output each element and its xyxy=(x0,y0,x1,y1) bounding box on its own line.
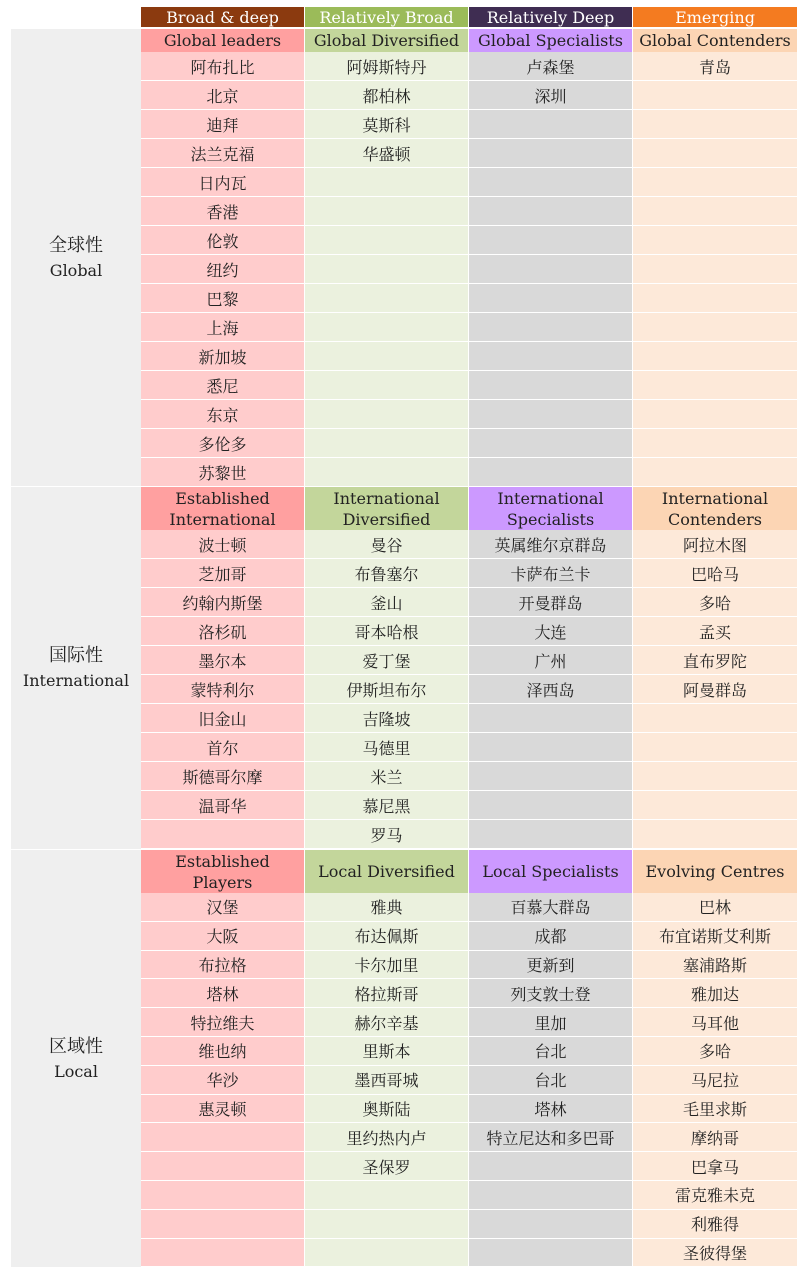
category-subheader: International Contenders xyxy=(633,487,797,530)
city-cell: 上海 xyxy=(141,313,304,342)
city-cell: 蒙特利尔 xyxy=(141,675,304,704)
empty-cell xyxy=(469,820,632,849)
city-cell: 毛里求斯 xyxy=(633,1095,797,1124)
city-cell: 东京 xyxy=(141,400,304,429)
empty-cell xyxy=(469,226,632,255)
empty-cell xyxy=(305,1239,468,1268)
city-cell: 都柏林 xyxy=(305,81,468,110)
section-label-en: International xyxy=(22,671,130,690)
city-cell: 阿布扎比 xyxy=(141,52,304,81)
city-cell: 马尼拉 xyxy=(633,1066,797,1095)
category-subheader: International Diversified xyxy=(305,487,468,530)
corner-blank xyxy=(11,7,141,27)
city-cell: 莫斯科 xyxy=(305,110,468,139)
section-label-zh: 国际性 xyxy=(49,645,103,666)
empty-cell xyxy=(305,313,468,342)
empty-cell xyxy=(305,197,468,226)
city-cell: 釜山 xyxy=(305,588,468,617)
city-cell: 华沙 xyxy=(141,1066,304,1095)
empty-cell xyxy=(469,733,632,762)
city-cell: 爱丁堡 xyxy=(305,646,468,675)
city-cell: 塞浦路斯 xyxy=(633,951,797,980)
empty-cell xyxy=(305,1210,468,1239)
city-cell: 慕尼黑 xyxy=(305,791,468,820)
city-cell: 里加 xyxy=(469,1008,632,1037)
empty-cell xyxy=(633,400,797,429)
empty-cell xyxy=(633,458,797,487)
column-header-relatively-deep: Relatively Deep xyxy=(469,7,632,27)
city-cell: 雅加达 xyxy=(633,979,797,1008)
city-cell: 北京 xyxy=(141,81,304,110)
city-cell: 成都 xyxy=(469,922,632,951)
section-label xyxy=(11,29,141,487)
empty-cell xyxy=(633,342,797,371)
city-cell: 多哈 xyxy=(633,588,797,617)
category-subheader: International Specialists xyxy=(469,487,632,530)
empty-cell xyxy=(633,762,797,791)
empty-cell xyxy=(305,342,468,371)
category-subheader: Global Diversified xyxy=(305,29,468,52)
section-divider xyxy=(11,849,797,850)
city-cell: 维也纳 xyxy=(141,1037,304,1066)
city-cell: 罗马 xyxy=(305,820,468,849)
empty-cell xyxy=(469,1210,632,1239)
city-cell: 布宜诺斯艾利斯 xyxy=(633,922,797,951)
city-cell: 日内瓦 xyxy=(141,168,304,197)
empty-cell xyxy=(469,371,632,400)
category-subheader: Global Contenders xyxy=(633,29,797,52)
empty-cell xyxy=(469,762,632,791)
empty-cell xyxy=(469,704,632,733)
city-cell: 圣彼得堡 xyxy=(633,1239,797,1268)
empty-cell xyxy=(469,255,632,284)
city-cell: 吉隆坡 xyxy=(305,704,468,733)
empty-cell xyxy=(633,168,797,197)
city-cell: 泽西岛 xyxy=(469,675,632,704)
city-cell: 列支敦士登 xyxy=(469,979,632,1008)
city-cell: 洛杉矶 xyxy=(141,617,304,646)
city-cell: 台北 xyxy=(469,1066,632,1095)
column-header-emerging: Emerging xyxy=(633,7,797,27)
city-cell: 阿姆斯特丹 xyxy=(305,52,468,81)
section-label-zh: 全球性 xyxy=(49,235,103,256)
city-cell: 阿曼群岛 xyxy=(633,675,797,704)
city-cell: 新加坡 xyxy=(141,342,304,371)
city-cell: 深圳 xyxy=(469,81,632,110)
empty-cell xyxy=(141,1152,304,1181)
empty-cell xyxy=(633,733,797,762)
empty-cell xyxy=(305,429,468,458)
city-cell: 卡萨布兰卡 xyxy=(469,559,632,588)
empty-cell xyxy=(305,284,468,313)
city-cell: 马德里 xyxy=(305,733,468,762)
empty-cell xyxy=(633,313,797,342)
empty-cell xyxy=(469,139,632,168)
section-divider xyxy=(11,486,797,487)
empty-cell xyxy=(305,458,468,487)
city-cell: 温哥华 xyxy=(141,791,304,820)
empty-cell xyxy=(141,1210,304,1239)
city-cell: 香港 xyxy=(141,197,304,226)
city-cell: 悉尼 xyxy=(141,371,304,400)
empty-cell xyxy=(469,313,632,342)
empty-cell xyxy=(305,1181,468,1210)
city-cell: 里斯本 xyxy=(305,1037,468,1066)
city-cell: 布拉格 xyxy=(141,951,304,980)
city-cell: 华盛顿 xyxy=(305,139,468,168)
empty-cell xyxy=(469,1152,632,1181)
city-cell: 伦敦 xyxy=(141,226,304,255)
empty-cell xyxy=(633,110,797,139)
city-cell: 墨尔本 xyxy=(141,646,304,675)
city-cell: 利雅得 xyxy=(633,1210,797,1239)
empty-cell xyxy=(469,400,632,429)
city-cell: 法兰克福 xyxy=(141,139,304,168)
city-cell: 里约热内卢 xyxy=(305,1123,468,1152)
empty-cell xyxy=(305,168,468,197)
city-cell: 塔林 xyxy=(141,979,304,1008)
empty-cell xyxy=(633,704,797,733)
empty-cell xyxy=(633,429,797,458)
city-cell: 哥本哈根 xyxy=(305,617,468,646)
empty-cell xyxy=(305,371,468,400)
city-cell: 大阪 xyxy=(141,922,304,951)
city-cell: 芝加哥 xyxy=(141,559,304,588)
city-cell: 雷克雅未克 xyxy=(633,1181,797,1210)
empty-cell xyxy=(141,820,304,849)
city-cell: 苏黎世 xyxy=(141,458,304,487)
empty-cell xyxy=(633,81,797,110)
city-cell: 米兰 xyxy=(305,762,468,791)
city-cell: 孟买 xyxy=(633,617,797,646)
empty-cell xyxy=(469,1181,632,1210)
city-cell: 卢森堡 xyxy=(469,52,632,81)
empty-cell xyxy=(469,791,632,820)
category-subheader: Established International xyxy=(141,487,304,530)
city-cell: 百慕大群岛 xyxy=(469,893,632,922)
city-cell: 曼谷 xyxy=(305,530,468,559)
section-label-en: Local xyxy=(54,1061,98,1081)
city-cell: 惠灵顿 xyxy=(141,1095,304,1124)
empty-cell xyxy=(469,284,632,313)
empty-cell xyxy=(469,197,632,226)
empty-cell xyxy=(305,400,468,429)
city-cell: 台北 xyxy=(469,1037,632,1066)
city-cell: 首尔 xyxy=(141,733,304,762)
category-subheader: Local Diversified xyxy=(305,850,468,893)
city-cell: 多哈 xyxy=(633,1037,797,1066)
city-cell: 巴黎 xyxy=(141,284,304,313)
city-cell: 巴拿马 xyxy=(633,1152,797,1181)
category-subheader: Evolving Centres xyxy=(633,850,797,893)
city-cell: 格拉斯哥 xyxy=(305,979,468,1008)
city-cell: 巴林 xyxy=(633,893,797,922)
empty-cell xyxy=(633,226,797,255)
empty-cell xyxy=(469,342,632,371)
city-cell: 纽约 xyxy=(141,255,304,284)
city-cell: 斯德哥尔摩 xyxy=(141,762,304,791)
category-subheader: Established Players xyxy=(141,850,304,893)
empty-cell xyxy=(141,1123,304,1152)
empty-cell xyxy=(305,255,468,284)
city-cell: 广州 xyxy=(469,646,632,675)
category-subheader: Global leaders xyxy=(141,29,304,52)
city-cell: 英属维尔京群岛 xyxy=(469,530,632,559)
empty-cell xyxy=(633,371,797,400)
section-label-zh: 区域性 xyxy=(49,1035,103,1057)
city-cell: 大连 xyxy=(469,617,632,646)
empty-cell xyxy=(633,820,797,849)
category-subheader: Global Specialists xyxy=(469,29,632,52)
city-cell: 波士顿 xyxy=(141,530,304,559)
city-cell: 特立尼达和多巴哥 xyxy=(469,1123,632,1152)
city-cell: 摩纳哥 xyxy=(633,1123,797,1152)
city-cell: 圣保罗 xyxy=(305,1152,468,1181)
empty-cell xyxy=(633,139,797,168)
city-cell: 巴哈马 xyxy=(633,559,797,588)
empty-cell xyxy=(469,168,632,197)
city-cell: 雅典 xyxy=(305,893,468,922)
city-cell: 直布罗陀 xyxy=(633,646,797,675)
city-cell: 奥斯陆 xyxy=(305,1095,468,1124)
city-cell: 汉堡 xyxy=(141,893,304,922)
section-label xyxy=(11,850,141,1267)
empty-cell xyxy=(633,791,797,820)
empty-cell xyxy=(469,110,632,139)
empty-cell xyxy=(469,429,632,458)
empty-cell xyxy=(633,197,797,226)
empty-cell xyxy=(469,458,632,487)
city-cell: 阿拉木图 xyxy=(633,530,797,559)
city-cell: 开曼群岛 xyxy=(469,588,632,617)
section-label xyxy=(11,487,141,849)
column-header-broad-deep: Broad & deep xyxy=(141,7,304,27)
city-cell: 更新到 xyxy=(469,951,632,980)
section-label-en: Global xyxy=(49,261,103,280)
city-cell: 伊斯坦布尔 xyxy=(305,675,468,704)
city-cell: 赫尔辛基 xyxy=(305,1008,468,1037)
empty-cell xyxy=(633,255,797,284)
city-cell: 卡尔加里 xyxy=(305,951,468,980)
city-cell: 多伦多 xyxy=(141,429,304,458)
empty-cell xyxy=(633,284,797,313)
city-cell: 约翰内斯堡 xyxy=(141,588,304,617)
city-cell: 马耳他 xyxy=(633,1008,797,1037)
empty-cell xyxy=(305,226,468,255)
city-cell: 旧金山 xyxy=(141,704,304,733)
city-cell: 塔林 xyxy=(469,1095,632,1124)
column-header-relatively-broad: Relatively Broad xyxy=(305,7,468,27)
city-cell: 迪拜 xyxy=(141,110,304,139)
empty-cell xyxy=(141,1239,304,1268)
category-subheader: Local Specialists xyxy=(469,850,632,893)
city-cell: 青岛 xyxy=(633,52,797,81)
city-cell: 特拉维夫 xyxy=(141,1008,304,1037)
empty-cell xyxy=(469,1239,632,1268)
city-cell: 墨西哥城 xyxy=(305,1066,468,1095)
city-cell: 布鲁塞尔 xyxy=(305,559,468,588)
empty-cell xyxy=(141,1181,304,1210)
city-cell: 布达佩斯 xyxy=(305,922,468,951)
